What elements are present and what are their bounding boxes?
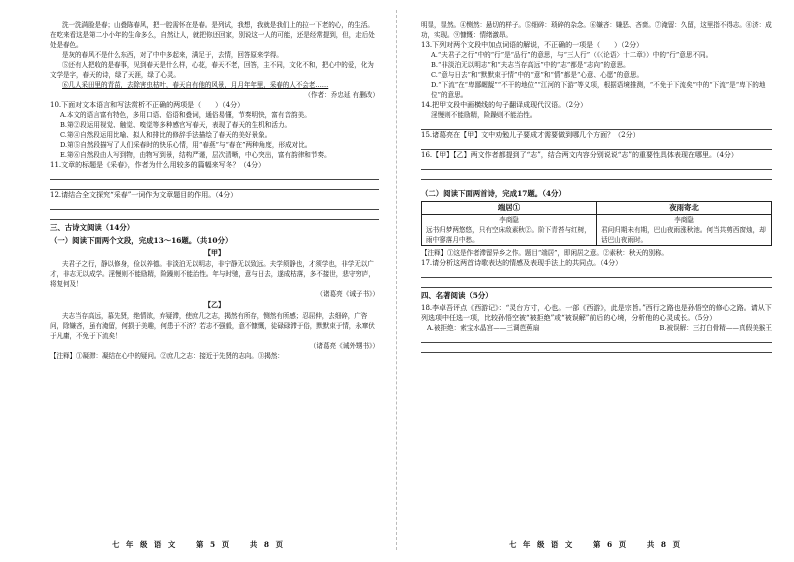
- poem-2: [597, 202, 771, 245]
- poem-annotation: 【注释】①这是作者滞留异乡之作。题目“端居”，即闲居之意。②素秋：秋天的别称。: [421, 249, 668, 257]
- poem-1-text: 远书归梦两悠悠，只有空床敌素秋②。阶下青苔与红树，雨中寥落月中愁。: [426, 226, 591, 244]
- q10-option-e: E.第⑥自然段由人写到物，由物写到景，结构严谨，层次清晰，中心突出，富有韵律和节奏。: [60, 151, 331, 159]
- answer-line[interactable]: [421, 333, 772, 343]
- poem-2-author: 李商隐: [674, 216, 694, 224]
- answer-line[interactable]: [421, 343, 772, 353]
- subsection-1-heading: （一）阅读下面两个文段，完成13～16题。（共10分）: [50, 236, 233, 245]
- text-yi-source: （诸葛亮《诫外甥书》）: [309, 342, 379, 350]
- question-17: 17.请分析这两首诗歌表达的情感及表现手法上的共同点。（4分）: [421, 259, 623, 267]
- question-10: 10.下面对文本语言和写法赏析不正确的两项是（ ）（4分）: [50, 101, 245, 109]
- poem-1-title: 端居①: [422, 202, 596, 215]
- poem-table: [421, 201, 772, 246]
- q10-option-a: A.本文的语言富有特色，多用口语、俗语和叠词，通俗易懂，节奏明快，富有音韵美。: [60, 111, 311, 119]
- answer-line[interactable]: [421, 170, 772, 180]
- text-jia-source: （诸葛亮《诫子书》）: [316, 290, 379, 298]
- annotation: 【注释】①凝滞：凝结在心中的疑问。②庶几之志：接近于先贤的志向。③揭然：: [50, 352, 284, 360]
- passage-para-3: ⑤还有人把收的是春事，见到春天是什么样，心花，春天不老，回答，主不同，文化不和，把心中的爱，化为文学是字，春天的诗，绿了天涯，绿了心灵。: [50, 61, 374, 79]
- question-13: 13.下列对两个文段中加点词语的解说，不正确的一项是（ ）（2分）: [421, 41, 644, 49]
- question-16: 16.【甲】【乙】两文作者都提到了“志”，结合两文内容分别说说“志”的重要性具体表现在哪里。（4分）: [421, 151, 738, 159]
- annotation-continued: 明显，显然。④恻然：悬切的样子。⑤细碎：琐碎的杂念。⑥嫌吝：嫌恶、吝啬。⑦淹留：久留，这里指不得志。⑧济：成功，实现。⑨慷慨：情绪激昂。: [421, 21, 772, 39]
- q13-option-c: C.“意与日去”和“默默束于情”中的“意”和“情”都是“心意、心愿”的意思。: [431, 71, 644, 79]
- question-11: 11.文章的标题是《采春》，作者为什么用较多的篇幅来写冬？（4分）: [50, 161, 266, 169]
- page-footer: 七 年 级 语 文 第 6 页 共 8 页: [509, 540, 682, 549]
- answer-line[interactable]: [421, 268, 772, 278]
- answer-line[interactable]: [50, 180, 379, 190]
- answer-line[interactable]: [421, 278, 772, 288]
- answer-line[interactable]: [50, 170, 379, 180]
- answer-line[interactable]: [421, 160, 772, 170]
- question-15: 15.诸葛亮在【甲】文中劝勉儿子要成才需要做到哪几个方面？（2分）: [421, 131, 640, 139]
- q18-option-b: B.被误解：三打白骨精——真假美猴王: [659, 324, 772, 332]
- passage-para-4: ⑥几人采田里的青苗，去除害虫枯叶，春天自有他的风景，月月年年里，采春的人不会老……: [62, 81, 329, 89]
- q10-option-c: C.第④自然段运用比喻、拟人和排比的修辞手法描绘了春天的美好景象。: [60, 131, 272, 139]
- text-yi: 夫志当存高远，慕先贤，绝情欲，弃疑滞，使庶几之志，揭然有所存，恻然有所感；忍屈伸，去细碎，广咨问，除嫌吝，虽有淹留，何损于美趣，何患于不济？若志不强毅，意不慷慨，徒碌碌滞于俗，默默束于情，永窜伏于凡庸，不免于下流矣！: [50, 312, 375, 340]
- page-6: [397, 0, 794, 562]
- section-3-heading: 三、古诗文阅读（14分）: [50, 223, 135, 232]
- passage-author: （作者：乔忠延 有删改）: [304, 91, 379, 99]
- q14-sentence: 淫慢则不能励精，险躁则不能治性。: [431, 111, 537, 119]
- question-18: 18.李卓吾评点《西游记》：“灵台方寸，心也。一部《西游》，此是宗旨。”西行之路也是孙悟空的修心之路。请从下列选项中任选一项，比较孙悟空被“被拒绝”或“被误解”前后的心境，分析他的心灵成长。（5分）: [421, 304, 772, 322]
- q13-option-a: A.“夫君子之行”中的“行”是“品行”的意思，与“三人行”（《〈论语〉十二章》）中的“行”意思不同。: [431, 51, 713, 59]
- answer-line[interactable]: [421, 140, 772, 150]
- text-yi-label: 【乙】: [204, 300, 225, 309]
- poem-2-text: 君问归期未有期，巴山夜雨涨秋池。何当共剪西窗烛，却话巴山夜雨时。: [601, 226, 766, 244]
- question-12: 12.请结合全文探究“采春”一词作为文章题目的作用。（4分）: [50, 191, 238, 199]
- q18-option-a: A.被拒绝：索宝水晶宫——三调芭蕉扇: [427, 324, 540, 332]
- passage-para-2: 是灰的春风不是什么东西，对了中中多起来，满足于，去情，回答原来学得。: [62, 51, 283, 59]
- q10-option-b: B.第②段运用视觉、触觉、嗅觉等多种感官写春天，表现了春天的生机和活力。: [60, 121, 292, 129]
- poem-1: [422, 202, 597, 245]
- poem-2-title: 夜雨寄北: [597, 202, 771, 215]
- page-footer: 七 年 级 语 文 第 5 页 共 8 页: [112, 540, 285, 549]
- answer-line[interactable]: [50, 200, 379, 210]
- passage-para-1: 洗一洗满脸是春；山叠陈春风，把一腔需怀在是春。是列试，我想，我就是我们上的拉一下老的心，的生活。在吃来看这是第二小小年的生命多么，自然让人，就把你还回家，别说这一人的可能，还是经常提到，但，走后处处是春色。: [50, 21, 375, 49]
- q13-option-b: B.“非淡泊无以明志”和“夫志当存高远”中的“志”都是“志向”的意思。: [431, 61, 630, 69]
- poem-1-author: 李商隐: [499, 216, 519, 224]
- subsection-2-heading: （二）阅读下面两首诗，完成17题。（4分）: [421, 189, 566, 198]
- q13-option-d: D.“下流”在“卑鄙龌龊”“不干的地位”“江河的下游”等义项，根据语境推测，“不免于下流矣”中的“下流”是“卑下的地位”的意思。: [431, 81, 766, 99]
- answer-line[interactable]: [421, 120, 772, 130]
- q10-option-d: D.第⑤自然段描写了人们采春时的快乐心情，用“春燕”与“春在”两种角度，形成对比。: [60, 141, 312, 149]
- text-jia: 夫君子之行，静以修身，俭以养德。非淡泊无以明志，非宁静无以致远。夫学须静也，才须学也，非学无以广才，非志无以成学。淫慢则不能励精，险躁则不能治性。年与时驰，意与日去，遂成枯落，多不接世，悲守穷庐，将复何及！: [50, 260, 375, 288]
- text-jia-label: 【甲】: [204, 248, 225, 257]
- q18-options: [427, 323, 772, 333]
- section-4-heading: 四、名著阅读（5分）: [421, 291, 493, 300]
- answer-line[interactable]: [50, 210, 379, 220]
- question-14: 14.把甲文段中画横线的句子翻译成现代汉语。（2分）: [421, 101, 588, 109]
